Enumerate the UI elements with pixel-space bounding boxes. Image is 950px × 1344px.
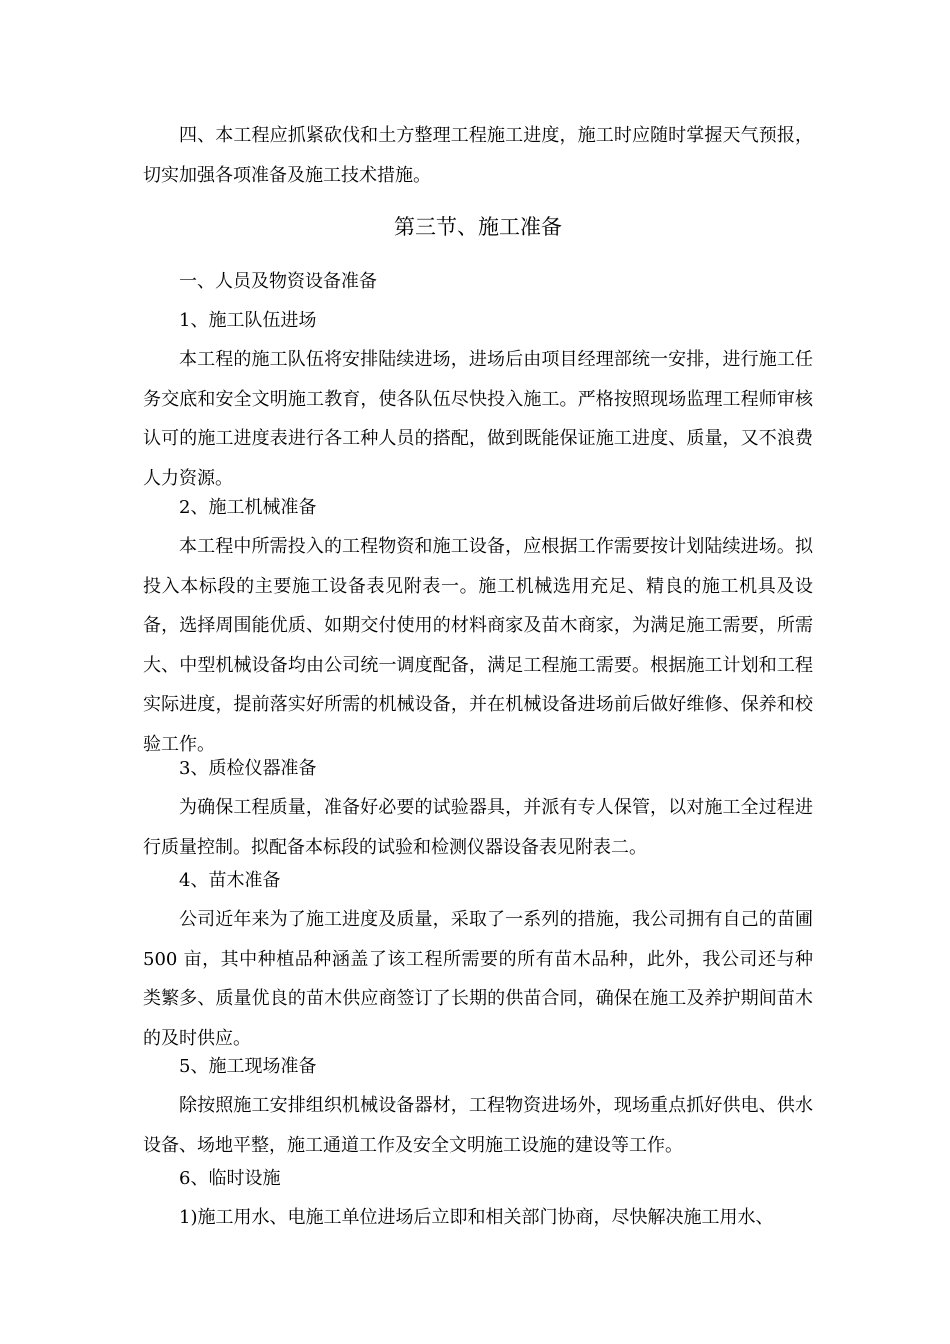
intro-paragraph: 四、本工程应抓紧砍伐和土方整理工程施工进度，施工时应随时掌握天气预报，切实加强各项准备及施工技术措施。 [143, 125, 813, 186]
item-heading-4: 4、苗木准备 [179, 870, 281, 891]
item-heading-6: 6、临时设施 [179, 1168, 281, 1189]
item-body-5: 除按照施工安排组织机械设备器材，工程物资进场外，现场重点抓好供电、供水设备、场地平整，施工通道工作及安全文明施工设施的建设等工作。 [143, 1095, 813, 1156]
item-body-2: 本工程中所需投入的工程物资和施工设备，应根据工作需要按计划陆续进场。拟投入本标段的主要施工设备表见附表一。施工机械选用充足、精良的施工机具及设备，选择周围能优质、如期交付使用的材料商家及苗木商家，为满足施工需要，所需大、中型机械设备均由公司统一调度配备，满足工程施工需要。根据施工计划和工程实际进度，提前落实好所需的机械设备，并在机械设备进场前后做好维修、保养和校验工作。 [143, 536, 813, 755]
sub-heading: 一、人员及物资设备准备 [179, 271, 377, 292]
item-body-6: 1)施工用水、电施工单位进场后立即和相关部门协商，尽快解决施工用水、 [179, 1207, 774, 1228]
item-heading-5: 5、施工现场准备 [179, 1056, 317, 1077]
item-body-3: 为确保工程质量，准备好必要的试验器具，并派有专人保管，以对施工全过程进行质量控制。拟配备本标段的试验和检测仪器设备表见附表二。 [143, 797, 813, 858]
section-title-text: 第三节、施工准备 [394, 215, 562, 239]
item-body-1: 本工程的施工队伍将安排陆续进场，进场后由项目经理部统一安排，进行施工任务交底和安全文明施工教育，使各队伍尽快投入施工。严格按照现场监理工程师审核认可的施工进度表进行各工种人员的搭配，做到既能保证施工进度、质量，又不浪费人力资源。 [143, 349, 813, 489]
item-body-4: 公司近年来为了施工进度及质量，采取了一系列的措施，我公司拥有自己的苗圃 500 亩，其中种植品种涵盖了该工程所需要的所有苗木品种，此外，我公司还与种类繁多、质量优良的苗木供应商签订了长期的供苗合同，确保在施工及养护期间苗木的及时供应。 [143, 909, 813, 1049]
item-heading-1: 1、施工队伍进场 [179, 310, 317, 331]
item-heading-2: 2、施工机械准备 [179, 497, 317, 518]
section-title [143, 212, 813, 242]
item-heading-3: 3、质检仪器准备 [179, 758, 317, 779]
